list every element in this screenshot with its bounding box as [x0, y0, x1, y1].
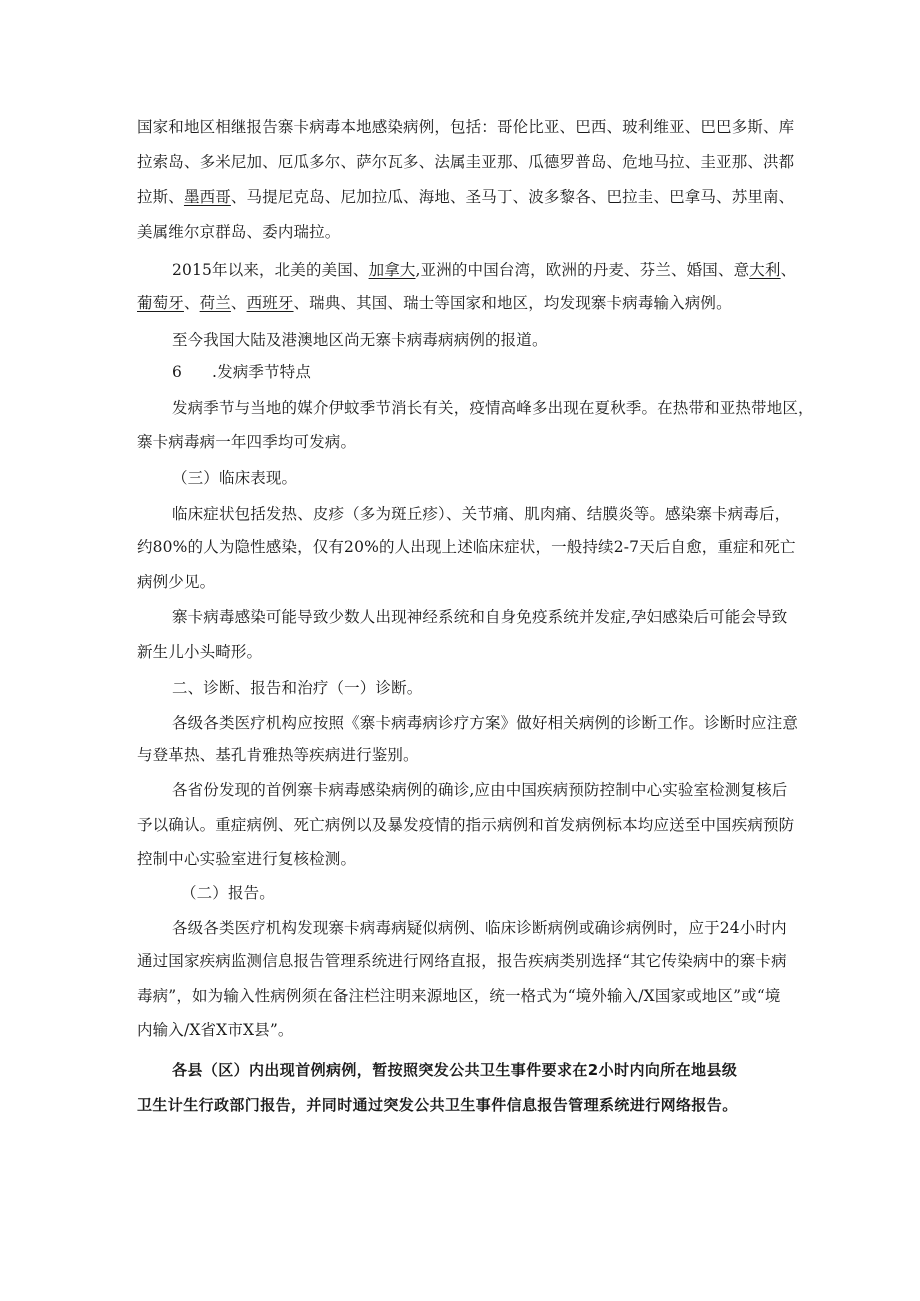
text-line: 寨卡病毒病一年四季均可发病。: [137, 433, 357, 451]
text-line: 通过国家疾病监测信息报告管理系统进行网络直报，报告疾病类别选择“其它传染病中的寨卡病: [137, 952, 787, 970]
country-link-mexico[interactable]: 墨西哥: [183, 188, 231, 206]
text-line: 内输入/X省X市X县”。: [137, 1021, 294, 1039]
text-line: 各级各类医疗机构应按照《寨卡病毒病诊疗方案》做好相关病例的诊断工作。诊断时应注意: [172, 714, 799, 732]
country-link-netherlands[interactable]: 荷兰: [199, 294, 231, 312]
text-line: 寨卡病毒感染可能导致少数人出现神经系统和自身免疫系统并发症,孕妇感染后可能会导致: [172, 608, 788, 626]
text-run: ,亚洲的中国台湾，欧洲的丹麦、芬兰、婚国、意: [415, 261, 750, 279]
section-heading: .发病季节特点: [212, 363, 311, 381]
text-line: 予以确认。重症病例、死亡病例以及暴发疫情的指示病例和首发病例标本均应送至中国疾病预防: [137, 816, 795, 834]
text-line: [172, 260, 796, 280]
text-line: 控制中心实验室进行复核检测。: [137, 850, 357, 868]
section-number: 6: [172, 363, 183, 381]
country-link-canada[interactable]: 加拿大: [368, 261, 416, 279]
section-heading: （三）临床表现。: [172, 469, 298, 487]
text-line: 约80%的人为隐性感染，仅有20%的人出现上述临床症状，一般持续2-7天后自愈，重症和死亡: [137, 538, 796, 556]
text-run: 、瑞典、其国、瑞士等国家和地区，均发现寨卡病毒输入病例。: [293, 294, 732, 312]
text-line: 各省份发现的首例寨卡病毒感染病例的确诊,应由中国疾病预防控制中心实验室检测复核后: [172, 781, 788, 799]
text-run: 拉斯、: [137, 188, 184, 206]
text-line: 病例少见。: [137, 573, 216, 591]
text-run: 2015年以来，北美的美国、: [172, 261, 369, 279]
text-line: 各级各类医疗机构发现寨卡病毒病疑似病例、临床诊断病例或确诊病例时，应于24小时内: [172, 919, 787, 937]
country-link-portugal[interactable]: 葡萄牙: [137, 294, 184, 312]
text-line: 至今我国大陆及港澳地区尚无寨卡病毒病病例的报道。: [172, 331, 548, 349]
text-line: [137, 187, 794, 207]
bold-text-line: 卫生计生行政部门报告，并同时通过突发公共卫生事件信息报告管理系统进行网络报告。: [137, 1096, 738, 1114]
country-link-italy[interactable]: 大利: [749, 261, 781, 279]
text-line: 毒病”，如为输入性病例须在备注栏注明来源地区，统一格式为“境外输入/X国家或地区”或“境: [137, 987, 781, 1005]
bold-text-line: 各县（区）内出现首例病例，暂按照突发公共卫生事件要求在2小时内向所在地县级: [172, 1061, 738, 1079]
text-line: 拉索岛、多米尼加、厄瓜多尔、萨尔瓦多、法属圭亚那、瓜德罗普岛、危地马拉、圭亚那、洪都: [137, 153, 795, 171]
section-heading: （二）报告。: [181, 884, 275, 902]
section-heading: 二、诊断、报告和治疗（一）诊断。: [172, 679, 423, 697]
text-line: [137, 293, 732, 313]
text-line: 新生儿小头畸形。: [137, 643, 263, 661]
text-line: 国家和地区相继报告寨卡病毒本地感染病例，包括：哥伦比亚、巴西、玻利维亚、巴巴多斯、库: [137, 118, 795, 136]
text-line: 发病季节与当地的媒介伊蚊季节消长有关，疫情高峰多出现在夏秋季。在热带和亚热带地区，: [172, 399, 814, 417]
text-run: 、马提尼克岛、尼加拉瓜、海地、圣马丁、波多黎各、巴拉圭、巴拿马、苏里南、: [230, 188, 795, 206]
text-line: 美属维尔京群岛、委内瑞拉。: [137, 223, 341, 241]
text-run: 、: [183, 294, 200, 312]
text-line: 临床症状包括发热、皮疹（多为斑丘疹）、关节痛、肌肉痛、结膜炎等。感染寨卡病毒后，: [172, 505, 791, 523]
text-line: 与登革热、基孔肯雅热等疾病进行鉴别。: [137, 746, 419, 764]
text-run: 、: [780, 261, 797, 279]
text-run: 、: [230, 294, 247, 312]
country-link-spain[interactable]: 西班牙: [246, 294, 294, 312]
